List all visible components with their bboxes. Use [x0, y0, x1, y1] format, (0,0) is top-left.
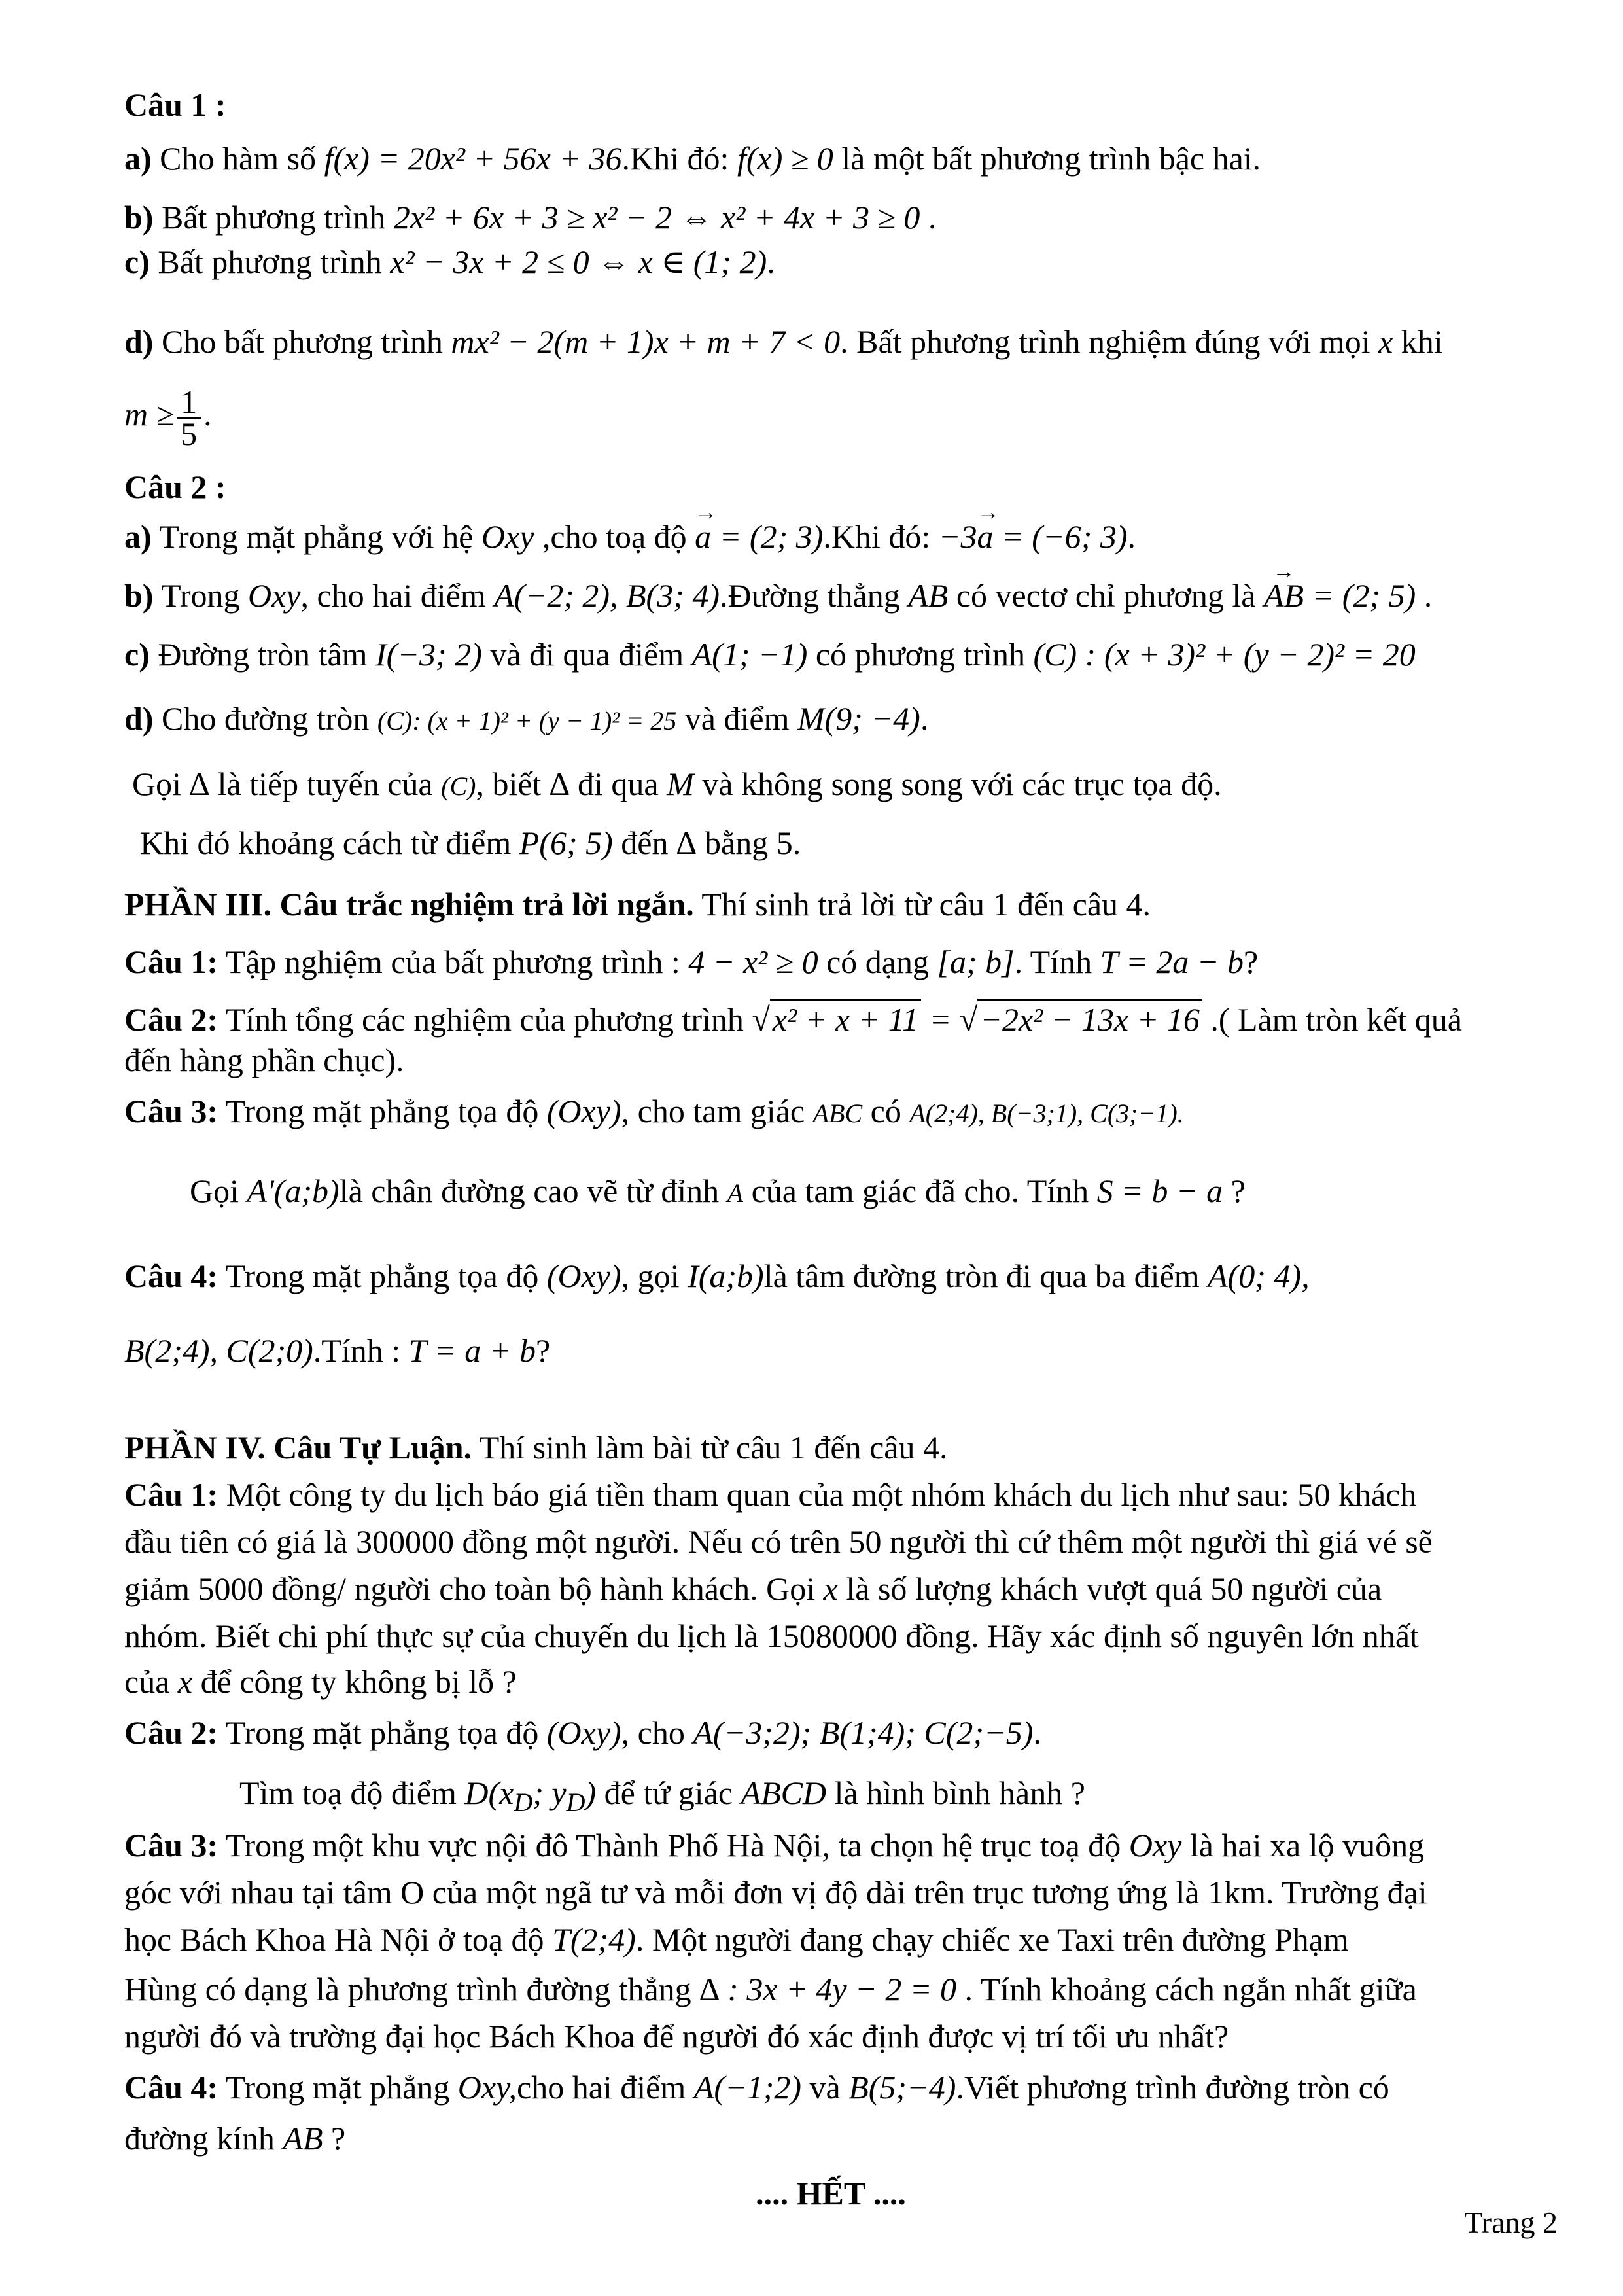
- p3q3b-formula: S = b − a: [1096, 1173, 1223, 1209]
- p4q2b-mid: ; y: [532, 1775, 567, 1811]
- q1a-function: f(x) = 20x² + 56x + 36: [324, 140, 622, 177]
- q1a-inequality: f(x) ≥ 0: [737, 140, 833, 177]
- p4-question-1-line-1: [124, 1475, 1416, 1514]
- q1b-end: .: [920, 199, 937, 236]
- p3q1-formula: T = 2a − b: [1100, 944, 1244, 980]
- part-3-header: [124, 885, 1151, 924]
- q2b-points: A(−2; 2), B(3; 4): [494, 577, 720, 614]
- q2c-text-2: và đi qua điểm: [481, 636, 692, 673]
- p4q3-line-eq: ∆ : 3x + 4y − 2 = 0: [699, 1971, 957, 2007]
- q2d2-text-5: và không song song với các trục tọa độ.: [693, 766, 1222, 802]
- q1c-math: x² − 3x + 2 ≤ 0 ⇔ x ∈ (1; 2): [390, 243, 767, 280]
- p3q1-text: Tập nghiệm của bất phương trình :: [218, 944, 689, 980]
- p4-question-3-line-4: [124, 1969, 1417, 2009]
- p3-question-2: [124, 1000, 1462, 1039]
- fraction-denominator: 5: [181, 415, 198, 453]
- q1b-math: 2x² + 6x + 3 ≥ x² − 2 ⇔ x² + 4x + 3 ≥ 0: [393, 199, 920, 236]
- p4q3-text-1a: Trong một khu vực nội đô Thành Phố Hà Nội, ta chọn hệ trục toạ độ: [218, 1827, 1129, 1863]
- p4q4-point-b: B(5;−4): [848, 2069, 956, 2106]
- part-4-desc: Thí sinh làm bài từ câu 1 đến câu 4.: [472, 1429, 948, 1466]
- q2a-scalar: −3: [938, 518, 977, 555]
- p4-question-1-line-4: nhóm. Biết chi phí thực sự của chuyến du lịch là 15080000 đồng. Hãy xác định số nguyên lớn nhất: [124, 1617, 1419, 1654]
- q1a-text-2: .Khi đó:: [621, 140, 737, 177]
- q2d-text-2: và điểm: [676, 700, 797, 737]
- q1c-end: .: [767, 243, 775, 280]
- end-marker: .... HẾT ....: [756, 2175, 906, 2212]
- p3q3-text-2: , cho tam giác: [621, 1093, 813, 1129]
- part-3-title: PHẦN III. Câu trắc nghiệm trả lời ngắn.: [124, 886, 694, 923]
- q1c-label: c): [124, 243, 150, 280]
- p3-question-2-line-2: đến hàng phần chục).: [124, 1042, 404, 1078]
- q2b-line: AB: [908, 577, 949, 614]
- p4-question-3-line-5: người đó và trường đại học Bách Khoa để người đó xác định được vị trí tối ưu nhất?: [124, 2018, 1229, 2055]
- p4q2-points: A(−3;2); B(1;4); C(2;−5): [693, 1714, 1034, 1751]
- p4q2b-text: Tìm toạ độ điểm: [239, 1775, 465, 1811]
- p4q4-label: Câu 4:: [124, 2069, 218, 2106]
- p4-question-3-line-1: [124, 1826, 1424, 1865]
- question-2-title: Câu 2 :: [124, 468, 226, 505]
- p4q1-text-3b: là số lượng khách vượt quá 50 người của: [837, 1570, 1382, 1607]
- p3q4-text-3: là tâm đường tròn đi qua ba điểm: [763, 1258, 1208, 1294]
- q2a-coords: = (2; 3): [711, 518, 824, 555]
- q2-part-d-line-2: [132, 764, 1222, 806]
- q2d2-delta: ∆: [189, 766, 210, 802]
- vector-a-2: → a: [977, 517, 994, 556]
- p3q4b-end: ?: [536, 1332, 551, 1369]
- p4q1-label: Câu 1:: [124, 1476, 218, 1513]
- p3q1-interval: [a; b]: [937, 944, 1015, 980]
- p4q3-text-4a: Hùng có dạng là phương trình đường thẳng: [124, 1971, 700, 2007]
- p3-question-4-line-2: [124, 1331, 550, 1370]
- p4q3-point: T(2;4): [552, 1921, 636, 1958]
- p4-question-2: [124, 1713, 1041, 1752]
- p4q1-var-2: x: [177, 1663, 193, 1700]
- p4-question-1-line-3: [124, 1569, 1382, 1608]
- p3-question-4: [124, 1256, 1310, 1296]
- p4q2-oxy: (Oxy): [546, 1714, 621, 1751]
- p4q2b-sub-2: D: [566, 1788, 585, 1817]
- part-4-header: [124, 1428, 948, 1467]
- p4-question-4-line-2: [124, 2119, 345, 2158]
- p3q4-text: Trong mặt phẳng tọa độ: [218, 1258, 547, 1294]
- q2d2-circle: (C): [441, 771, 476, 801]
- q1d-math: mx² − 2(m + 1)x + m + 7 < 0: [451, 323, 841, 360]
- p4q3-text-3b: . Một người đang chạy chiếc xe Taxi trên đường Phạm: [635, 1921, 1349, 1958]
- vector-a: → a: [695, 517, 711, 556]
- p4-question-1-line-5: [124, 1662, 517, 1701]
- q2d3-text-3: bằng: [696, 824, 777, 861]
- q2d-label: d): [124, 700, 154, 737]
- p3q3b-end: ?: [1223, 1173, 1246, 1209]
- p3q2-equals: =: [921, 1001, 960, 1038]
- q2a-text-2: ,cho toạ độ: [534, 518, 695, 555]
- q2b-label: b): [124, 577, 154, 614]
- q2b-text-2: , cho hai điểm: [300, 577, 495, 614]
- p4q1-text-5a: của: [124, 1663, 178, 1700]
- p4-question-3-line-2: góc với nhau tại tâm O của một ngã tư và mỗi đơn vị độ dài trên trục tương ứng là 1km. Trường đại: [124, 1874, 1427, 1911]
- p4q4-text-4: .Viết phương trình đường tròn có: [956, 2069, 1389, 2106]
- p3q4b-formula: T = a + b: [408, 1332, 536, 1369]
- p3q2-label: Câu 2:: [124, 1001, 218, 1038]
- q2d-point-m: M(9; −4): [797, 700, 920, 737]
- sqrt-left: √x² + x + 11: [752, 1000, 921, 1039]
- p3q3-oxy: (Oxy): [546, 1093, 621, 1129]
- p4q1-var: x: [823, 1570, 838, 1607]
- q2d3-text-2: đến: [612, 824, 676, 861]
- q1a-text: Cho hàm số: [151, 140, 324, 177]
- q2d2-text-2: là tiếp tuyến của: [209, 766, 442, 802]
- p4q2b-text-2: để tứ giác: [596, 1775, 741, 1811]
- sqrt-right: √−2x² − 13x + 16: [960, 1000, 1202, 1039]
- p3-question-1: [124, 942, 1258, 981]
- q1-part-a: [124, 139, 1261, 178]
- p3q4-point-a: A(0; 4),: [1208, 1258, 1310, 1294]
- p4q4-text-3: và: [801, 2069, 849, 2106]
- fraction-numerator: 1: [177, 387, 201, 419]
- q2a-end: .: [1127, 518, 1136, 555]
- q2c-center: I(−3; 2): [375, 636, 482, 673]
- q2d2-delta-2: ∆: [549, 766, 570, 802]
- p4q2-text-2: , cho: [621, 1714, 693, 1751]
- q1d-var: x: [1378, 323, 1393, 360]
- q2c-point: A(1; −1): [691, 636, 808, 673]
- p3q3-points: A(2;4), B(−3;1), C(3;−1).: [909, 1099, 1184, 1128]
- q2a-label: a): [124, 518, 152, 555]
- p3q1-label: Câu 1:: [124, 944, 218, 980]
- p3q3b-text-2: là chân đường cao vẽ từ đỉnh: [339, 1173, 727, 1209]
- q2d-text: Cho đường tròn: [153, 700, 377, 737]
- q2d2-point: M: [667, 766, 694, 802]
- p4q2-label: Câu 2:: [124, 1714, 218, 1751]
- q2-part-d-line-3: [140, 823, 801, 862]
- sqrt-right-radicand: −2x² − 13x + 16: [977, 999, 1202, 1038]
- p4q4-point-a: A(−1;2): [693, 2069, 802, 2106]
- p4q3-text-3a: học Bách Khoa Hà Nội ở toạ độ: [124, 1921, 553, 1958]
- p4q2b-sub-1: D: [514, 1788, 533, 1817]
- q2c-label: c): [124, 636, 150, 673]
- q1a-label: a): [124, 140, 152, 177]
- q2b-oxy: Oxy: [248, 577, 301, 614]
- p3q3b-foot: A'(a;b): [247, 1173, 340, 1209]
- p3q3b-vertex: A: [727, 1178, 744, 1208]
- p4q2b-close: ): [585, 1775, 597, 1811]
- p3q4b-points: B(2;4), C(2;0): [124, 1332, 313, 1369]
- p3q4-center: I(a;b): [688, 1258, 764, 1294]
- q1b-label: b): [124, 199, 154, 236]
- q2d3-end: .: [792, 824, 801, 861]
- q2-part-c: [124, 635, 1416, 674]
- q2b-end: .: [1416, 577, 1433, 614]
- p4q4-end: ?: [323, 2120, 346, 2157]
- p4q4-text-5: đường kính: [124, 2120, 283, 2157]
- q2b-text-4: có vectơ chỉ phương là: [948, 577, 1264, 614]
- p4q3-text-4b: . Tính khoảng cách ngắn nhất giữa: [956, 1971, 1417, 2007]
- q1d-end: .: [203, 396, 212, 433]
- p4q2b-text-3: là hình bình hành ?: [826, 1775, 1085, 1811]
- q1d-label: d): [124, 323, 154, 360]
- q1-part-c: [124, 242, 775, 281]
- p3q3-triangle: ABC: [812, 1099, 863, 1128]
- p4q2-end: .: [1033, 1714, 1041, 1751]
- p3q4-label: Câu 4:: [124, 1258, 218, 1294]
- p4q4-text-2: cho hai điểm: [517, 2069, 694, 2106]
- p3-question-3: [124, 1091, 1184, 1133]
- p3q1-text-3: . Tính: [1014, 944, 1100, 980]
- q2c-text-3: có phương trình: [807, 636, 1034, 673]
- p4q4-oxy: Oxy,: [457, 2069, 517, 2106]
- q2d3-point: P(6; 5): [519, 824, 613, 861]
- q1c-text: Bất phương trình: [149, 243, 391, 280]
- page-number: Trang 2: [1464, 2206, 1558, 2239]
- q2b-vector-value: = (2; 5): [1304, 577, 1416, 614]
- p4q1-text-1: Một công ty du lịch báo giá tiền tham quan của một nhóm khách du lịch như sau: 50 khách: [218, 1476, 1417, 1513]
- p4-question-2-line-2: [239, 1773, 1085, 1822]
- q2b-text: Trong: [153, 577, 248, 614]
- q2a-text: Trong mặt phẳng với hệ: [151, 518, 481, 555]
- q1-part-d: [124, 322, 1443, 361]
- q2d2-text: Gọi: [132, 766, 190, 802]
- p3q3b-text-3: của tam giác đã cho. Tính: [743, 1173, 1097, 1209]
- p3q2-text-2: .( Làm tròn kết quả: [1202, 1001, 1462, 1038]
- q2-part-b: [124, 576, 1432, 615]
- q1b-text: Bất phương trình: [153, 199, 394, 236]
- p4q2-text: Trong mặt phẳng tọa độ: [218, 1714, 547, 1751]
- q2d3-value: 5: [776, 824, 793, 861]
- q2a-text-3: .Khi đó:: [823, 518, 939, 555]
- q2a-oxy: Oxy: [481, 518, 534, 555]
- p3q1-text-2: có dạng: [818, 944, 937, 980]
- fraction-one-fifth: [177, 383, 201, 453]
- p4-question-1-line-2: đầu tiên có giá là 300000 đồng một người. Nếu có trên 50 người thì cứ thêm một người thì giá vé sẽ: [124, 1523, 1433, 1560]
- q2d-end: .: [920, 700, 929, 737]
- p3q1-end: ?: [1243, 944, 1259, 980]
- q2d3-text: Khi đó khoảng cách từ điểm: [140, 824, 519, 861]
- p4-question-4: [124, 2068, 1389, 2107]
- p4q3-label: Câu 3:: [124, 1827, 218, 1863]
- p4q2b-point: D(x: [464, 1775, 514, 1811]
- p3q3b-text: Gọi: [190, 1173, 247, 1209]
- q1d-text: Cho bất phương trình: [153, 323, 451, 360]
- p3q4b-text: .Tính :: [313, 1332, 409, 1369]
- p4q4-text: Trong mặt phẳng: [218, 2069, 458, 2106]
- q1d-condition: m ≥: [124, 396, 175, 433]
- q1a-text-3: là một bất phương trình bậc hai.: [833, 140, 1261, 177]
- question-1-title: Câu 1 :: [124, 86, 226, 123]
- p3q4-oxy: (Oxy): [546, 1258, 621, 1294]
- p3q3-label: Câu 3:: [124, 1093, 218, 1129]
- q2d3-delta: ∆: [676, 824, 697, 861]
- q1-part-d-condition: [124, 383, 212, 455]
- q1d-text-3: khi: [1393, 323, 1443, 360]
- part-4-title: PHẦN IV. Câu Tự Luận.: [124, 1429, 472, 1466]
- p4q1-text-5b: để công ty không bị lỗ ?: [192, 1663, 517, 1700]
- p4q3-oxy: Oxy: [1128, 1827, 1182, 1863]
- p3q4-text-2: , gọi: [621, 1258, 688, 1294]
- p4q4-segment: AB: [283, 2120, 323, 2157]
- p4-question-3-line-3: [124, 1920, 1349, 1959]
- q2d2-text-3: , biết: [476, 766, 550, 802]
- p4q2b-quad: ABCD: [741, 1775, 827, 1811]
- p3-question-3-line-2: [190, 1171, 1246, 1213]
- p4q3-text-1b: là hai xa lộ vuông: [1181, 1827, 1425, 1863]
- q2d-circle: (C): (x + 1)² + (y − 1)² = 25: [377, 706, 677, 735]
- q2d2-text-4: đi qua: [569, 766, 667, 802]
- q2b-text-3: .Đường thẳng: [720, 577, 909, 614]
- part-3-desc: Thí sinh trả lời từ câu 1 đến câu 4.: [693, 886, 1151, 923]
- q1d-text-2: . Bất phương trình nghiệm đúng với mọi: [840, 323, 1379, 360]
- p3q2-text: Tính tổng các nghiệm của phương trình: [218, 1001, 752, 1038]
- sqrt-left-radicand: x² + x + 11: [770, 999, 921, 1038]
- p3q3-text: Trong mặt phẳng tọa độ: [218, 1093, 547, 1129]
- p3q1-inequality: 4 − x² ≥ 0: [688, 944, 818, 980]
- p4q1-text-3a: giảm 5000 đồng/ người cho toàn bộ hành khách. Gọi: [124, 1570, 824, 1607]
- q2c-text: Đường tròn tâm: [149, 636, 376, 673]
- p3q3-text-3: có: [862, 1093, 910, 1129]
- q2-part-d: [124, 699, 928, 741]
- vector-ab: → AB: [1264, 576, 1304, 615]
- q2c-equation: (C) : (x + 3)² + (y − 2)² = 20: [1033, 636, 1416, 673]
- q1-part-b: [124, 198, 936, 237]
- q2a-result: = (−6; 3): [993, 518, 1128, 555]
- q2-part-a: [124, 517, 1136, 556]
